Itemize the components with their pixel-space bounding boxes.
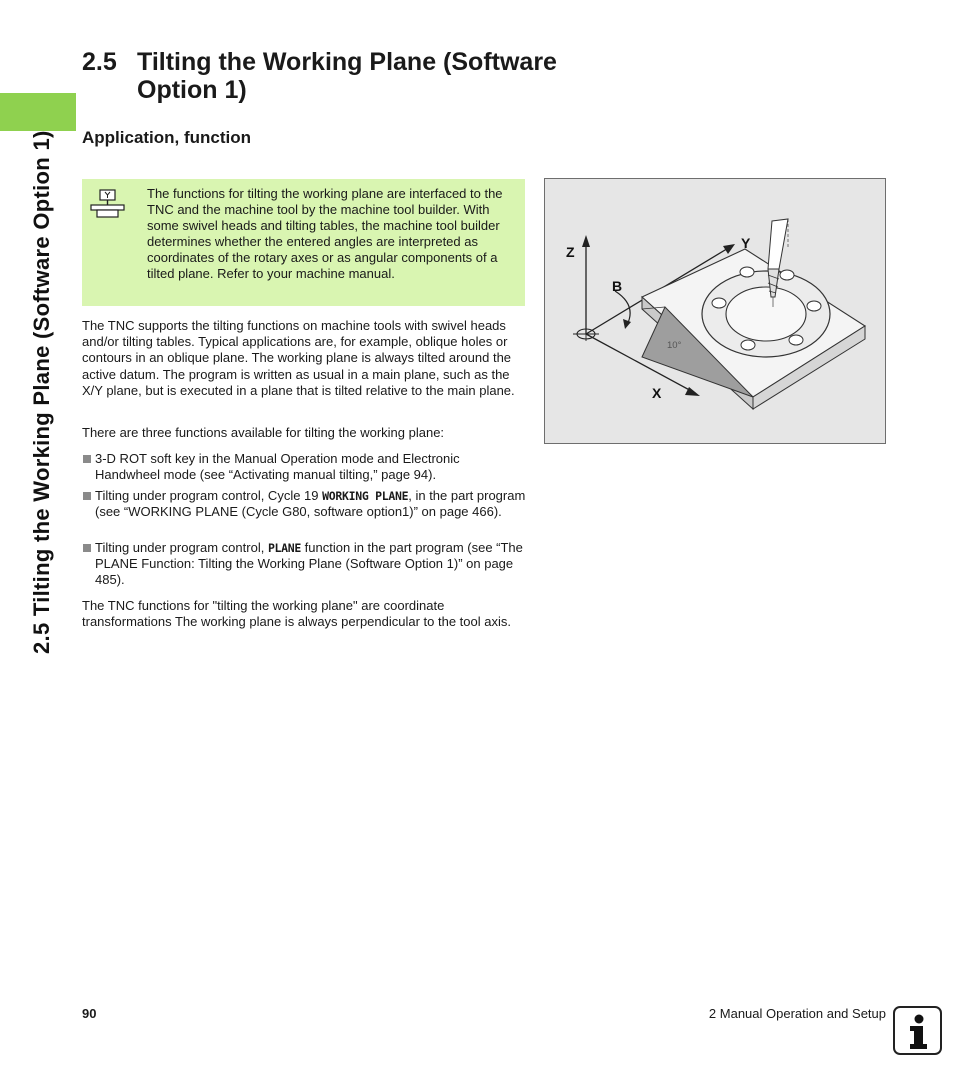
info-icon [893,1006,942,1055]
z-arrow-icon [582,235,590,247]
bullet-square-icon [83,544,91,552]
drill-tool-icon [768,219,788,269]
hole-4 [807,301,821,311]
label-y: Y [741,235,751,251]
page-number: 90 [82,1006,97,1021]
y-arrow-icon [723,244,735,254]
paragraph-transformations: The TNC functions for "tilting the working plane" are coordinate transformations The working plane is always perpendicular to the tool axis. [82,598,511,630]
section-title: Tilting the Working Plane (Software Option 1) [137,48,557,104]
note-text: The functions for tilting the working plane are interfaced to the TNC and the machine tool by the machine tool builder. With some swivel heads and tilting tables, the machine tool builder determines whether the entered angles are interpreted as coordinates of the rotary axes or as angular components of a tilted plane. Refer to your machine manual. [147,186,503,281]
angle-label: 10° [667,340,682,351]
tilted-plane-figure [544,178,886,444]
note-box [82,179,525,306]
info-glyph [895,1008,940,1053]
bullet-text-pre: Tilting under program control, Cycle 19 [95,488,323,503]
list-item [82,540,527,589]
footer-chapter: 2 Manual Operation and Setup [708,1006,886,1021]
machine-tool-icon [90,189,126,219]
label-x: X [652,385,662,401]
bullet-text: 3-D ROT soft key in the Manual Operation mode and Electronic Handwheel mode (see “Activating manual tilting,” page 94). [95,451,460,483]
hole-2 [740,267,754,277]
list-item [82,451,527,483]
cycle-code: WORKING PLANE [322,489,409,503]
bullet-square-icon [83,455,91,463]
tilted-plane-illustration [545,179,885,443]
plane-code: PLANE [267,541,302,555]
list-item [82,488,527,520]
side-chapter-title: 2.5 Tilting the Working Plane (Software Option 1) [29,130,54,654]
subheading: Application, function [82,128,252,147]
section-number: 2.5 [82,48,117,76]
paragraph-functions: There are three functions available for tilting the working plane: [82,425,445,440]
hole-5 [789,335,803,345]
label-z: Z [566,244,575,260]
hole-1 [712,298,726,308]
bullet-square-icon [83,492,91,500]
hole-6 [741,340,755,350]
paragraph-intro: The TNC supports the tilting functions on machine tools with swivel heads and/or tilting tables. Typical applications are, for example, oblique holes or contours in an oblique plane. The working plane is always tilted around the active datum. The program is written as usual in a main plane, such as the X/Y plane, but is executed in a plane that is tilted relative to the main plane. [82,318,515,398]
label-b: B [612,278,623,294]
bullet-text-post: , in the part program (see “WORKING PLANE (Cycle G80, software option1)” on page 466). [95,488,526,520]
bullet-text-pre: Tilting under program control, [95,540,268,555]
bullet-text-post: function in the part program (see “The PLANE Function: Tilting the Working Plane (Software Option 1)” on page 485). [95,540,523,588]
hole-3 [780,270,794,280]
